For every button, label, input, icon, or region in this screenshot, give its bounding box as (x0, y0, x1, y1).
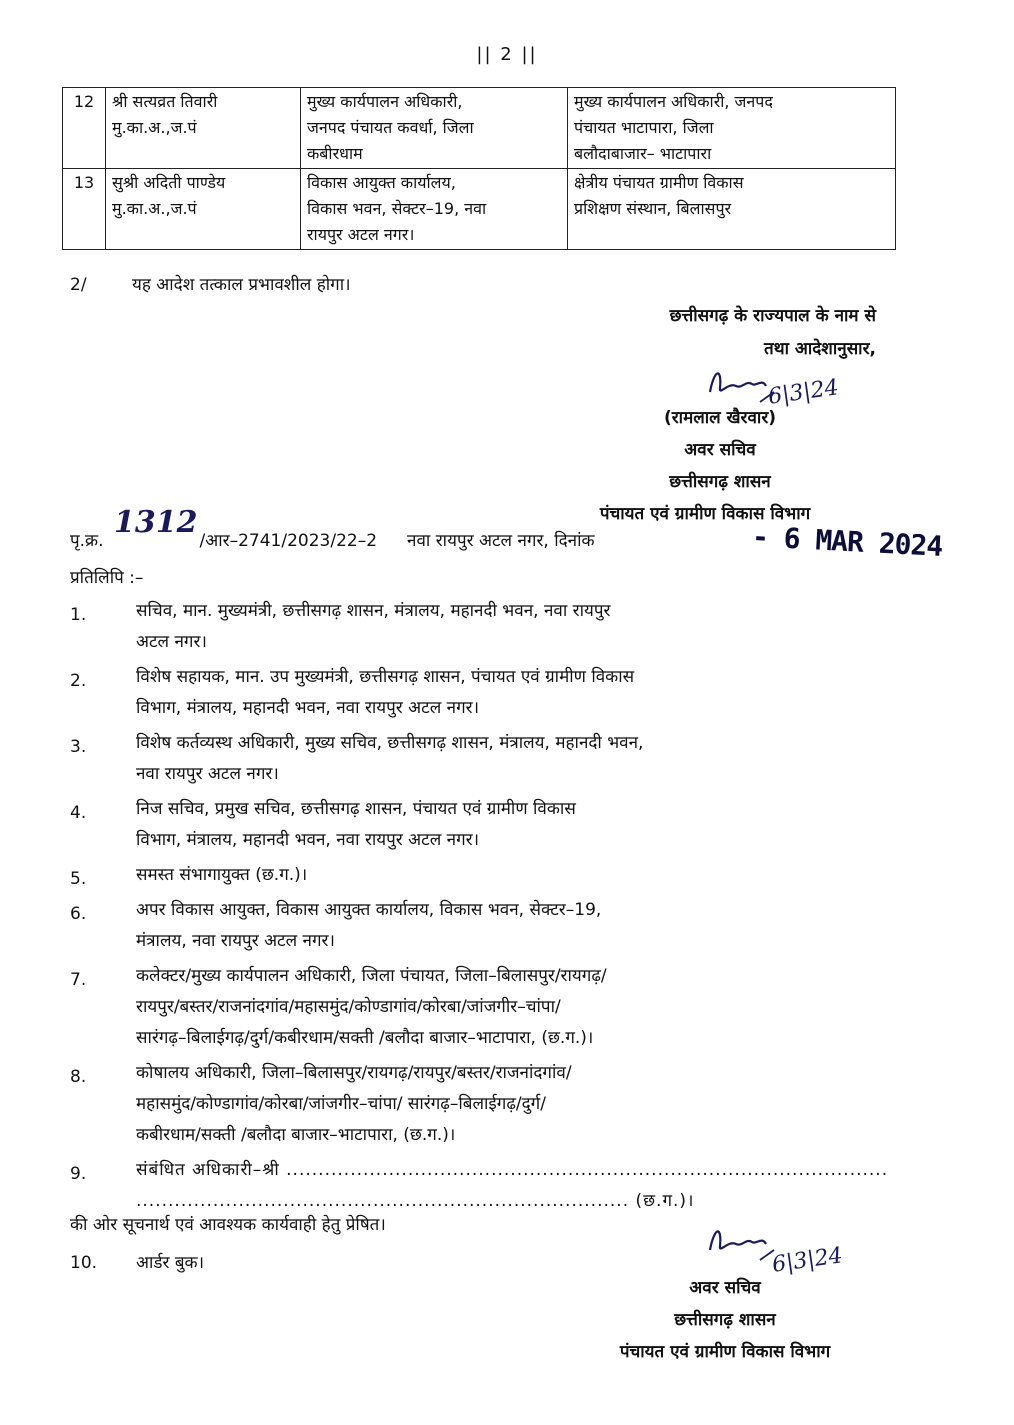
list-item-number: 6. (70, 904, 87, 924)
table-row (63, 88, 896, 169)
list-item-line: मंत्रालय, नवा रायपुर अटल नगर। (136, 931, 335, 951)
list-item (70, 895, 896, 957)
officer-name: सुश्री अदिती पाण्डेय (112, 173, 226, 192)
signatory-org: छत्तीसगढ़ शासन (674, 1310, 776, 1330)
page-number: || 2 || (476, 44, 538, 65)
list-item-line: ............................................................................. (छ.ग.)। (136, 1191, 695, 1211)
copy-list (70, 596, 896, 1217)
new-posting-line: मुख्य कार्यपालन अधिकारी, जनपद (574, 92, 773, 111)
list-item (70, 1058, 896, 1151)
list-item-line: महासमुंद/कोण्डागांव/कोरबा/जांजगीर–चांपा/ सारंगढ़–बिलाईगढ़/दुर्ग/ (136, 1094, 546, 1114)
list-item (70, 794, 896, 856)
current-posting (301, 88, 568, 169)
copy-label: प्रतिलिपि :– (70, 568, 144, 588)
list-item-number: 9. (70, 1164, 87, 1184)
reference-prefix: पृ.क्र. (70, 531, 104, 551)
list-item (70, 728, 896, 790)
list-item-line: अपर विकास आयुक्त, विकास आयुक्त कार्यालय, विकास भवन, सेक्टर–19, (136, 900, 602, 920)
list-item (70, 1155, 896, 1217)
paragraph-number: 2/ (70, 275, 87, 295)
officer-cell (106, 88, 301, 169)
reference-line (70, 528, 595, 551)
signatory-intro-line2: तथा आदेशानुसार, (764, 339, 876, 359)
current-posting-line: रायपुर अटल नगर। (307, 225, 415, 244)
list-item-line: विशेष सहायक, मान. उप मुख्यमंत्री, छत्तीसगढ़ शासन, पंचायत एवं ग्रामीण विकास (136, 667, 635, 687)
table-row (63, 169, 896, 250)
list-item-line: कबीरधाम/सक्ती /बलौदा बाजार–भाटापारा, (छ.ग.)। (136, 1125, 456, 1145)
list-item-number: 8. (70, 1067, 87, 1087)
list-item-line: सचिव, मान. मुख्यमंत्री, छत्तीसगढ़ शासन, मंत्रालय, महानदी भवन, नवा रायपुर (136, 601, 611, 621)
signatory-org: छत्तीसगढ़ शासन (669, 472, 771, 492)
list-item-line: विभाग, मंत्रालय, महानदी भवन, नवा रायपुर अटल नगर। (136, 698, 480, 718)
list-item (70, 596, 896, 658)
list-item (70, 860, 896, 891)
current-posting-line: विकास आयुक्त कार्यालय, (307, 173, 456, 192)
signatory-title: अवर सचिव (684, 440, 756, 460)
list-item-line: आर्डर बुक। (136, 1253, 205, 1273)
list-item-number: 4. (70, 803, 87, 823)
signatory-title: अवर सचिव (689, 1278, 761, 1298)
list-item-line: अटल नगर। (136, 632, 207, 652)
officer-cell (106, 169, 301, 250)
signatory-dept: पंचायत एवं ग्रामीण विकास विभाग (599, 504, 811, 524)
list-item-line: कोषालय अधिकारी, जिला–बिलासपुर/रायगढ़/रायपुर/बस्तर/राजनांदगांव/ (136, 1063, 572, 1083)
signature-date: 6|3|24 (770, 1243, 845, 1278)
closing-line: की ओर सूचनार्थ एवं आवश्यक कार्यवाही हेतु प्रेषित। (70, 1215, 386, 1235)
signatory-intro-line1: छत्तीसगढ़ के राज्यपाल के नाम से (669, 306, 876, 326)
list-item-line: निज सचिव, प्रमुख सचिव, छत्तीसगढ़ शासन, पंचायत एवं ग्रामीण विकास (136, 799, 576, 819)
list-item-line: कलेक्टर/मुख्य कार्यपालन अधिकारी, जिला पंचायत, जिला–बिलासपुर/रायगढ़/ (136, 966, 607, 986)
new-posting-line: बलौदाबाजार– भाटापारा (574, 144, 712, 163)
transfer-table (62, 87, 896, 250)
new-posting-line: प्रशिक्षण संस्थान, बिलासपुर (574, 199, 732, 218)
reference-place: नवा रायपुर अटल नगर, दिनांक (407, 531, 595, 551)
new-posting (568, 88, 896, 169)
serial-number: 12 (63, 88, 106, 169)
list-item-line: विभाग, मंत्रालय, महानदी भवन, नवा रायपुर अटल नगर। (136, 830, 480, 850)
list-item-line: रायपुर/बस्तर/राजनांदगांव/महासमुंद/कोण्डागांव/कोरबा/जांजगीर–चांपा/ (136, 997, 561, 1017)
list-item-line: संबंधित अधिकारी–श्री .............................................................................................. (136, 1160, 889, 1180)
signature-date: 6|3|24 (766, 375, 841, 410)
governor-order-line (670, 300, 876, 366)
list-item-number: 5. (70, 869, 87, 889)
list-item (70, 662, 896, 724)
list-item-line: सारंगढ़–बिलाईगढ़/दुर्ग/कबीरधाम/सक्ती /बलौदा बाजार–भाटापारा, (छ.ग.)। (136, 1028, 594, 1048)
current-posting-line: मुख्य कार्यपालन अधिकारी, (307, 92, 463, 111)
signatory-name: (रामलाल खैरवार) (663, 408, 777, 428)
officer-name: श्री सत्यव्रत तिवारी (112, 92, 218, 111)
list-item (70, 961, 896, 1054)
signatory-block (560, 402, 880, 530)
handwritten-reference-number: 1312 (114, 505, 198, 540)
list-item-number: 1. (70, 605, 87, 625)
list-item-number: 3. (70, 737, 87, 757)
list-item-number: 10. (70, 1253, 98, 1273)
list-item-line: विशेष कर्तव्यस्थ अधिकारी, मुख्य सचिव, छत्तीसगढ़ शासन, मंत्रालय, महानदी भवन, (136, 733, 644, 753)
list-item-line: समस्त संभागायुक्त (छ.ग.)। (136, 865, 308, 885)
serial-number: 13 (63, 169, 106, 250)
paragraph-text: यह आदेश तत्काल प्रभावशील होगा। (132, 275, 351, 295)
current-posting-line: विकास भवन, सेक्टर–19, नवा (307, 199, 487, 218)
officer-designation: मु.का.अ.,ज.पं (112, 199, 197, 218)
reference-code: /आर–2741/2023/22–2 (199, 531, 378, 551)
current-posting (301, 169, 568, 250)
current-posting-line: कबीरधाम (307, 144, 363, 163)
list-item-number: 2. (70, 671, 87, 691)
list-item-number: 7. (70, 970, 87, 990)
signatory-dept: पंचायत एवं ग्रामीण विकास विभाग (619, 1342, 831, 1362)
new-posting-line: पंचायत भाटापारा, जिला (574, 118, 714, 137)
order-effective-clause (70, 272, 351, 295)
list-item-line: नवा रायपुर अटल नगर। (136, 764, 279, 784)
officer-designation: मु.का.अ.,ज.पं (112, 118, 197, 137)
current-posting-line: जनपद पंचायत कवर्धा, जिला (307, 118, 474, 137)
new-posting (568, 169, 896, 250)
signatory-block-bottom (560, 1272, 890, 1368)
list-item (70, 1250, 204, 1273)
new-posting-line: क्षेत्रीय पंचायत ग्रामीण विकास (574, 173, 744, 192)
date-stamp: - 6 MAR 2024 (751, 520, 944, 563)
